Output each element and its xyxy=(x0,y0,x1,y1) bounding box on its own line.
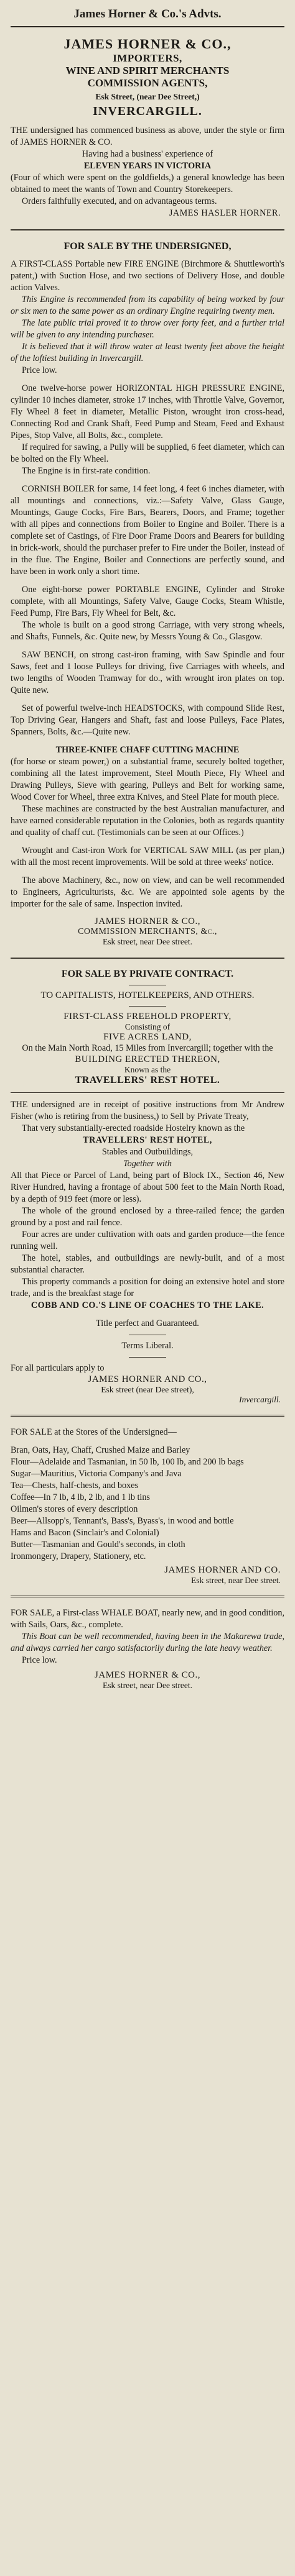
together-with-line: Together with xyxy=(123,1159,172,1169)
goods-list xyxy=(11,1445,284,1563)
stores-intro: FOR SALE at the Stores of the Undersigned— xyxy=(11,1427,177,1437)
firm-town: INVERCARGILL. xyxy=(93,104,202,118)
horizontal-engine-paragraph: One twelve-horse power HORIZONTAL HIGH PRESSURE ENGINE, cylinder 10 inches diameter, stroke 17 inches, with Throttle Valve, Governor, Fly Wheel 8 feet in diameter, Metallic Piston, wrought iron cross-head, Connecting Rod and Crank Shaft, Feed Pump and Steam, Feed and Exhaust Pipes, Stop Valve, all Bolts, &c., complete. xyxy=(11,383,284,441)
divider xyxy=(11,1092,284,1093)
newspaper-column xyxy=(11,0,284,1693)
public-trial-paragraph: The late public trial proved it to throw over forty feet, and a further trial will be given to any intending purchaser. xyxy=(11,318,284,340)
chaff-cutter-title: THREE-KNIFE CHAFF CUTTING MACHINE xyxy=(55,745,240,755)
instructions-paragraph: THE undersigned are in receipt of positive instructions from Mr Andrew Fisher (who is retiring from the business,) to Sell by Private Treaty, xyxy=(11,1100,284,1121)
particulars-line: For all particulars apply to xyxy=(11,1363,105,1373)
signature-role: COMMISSION MERCHANTS, &c., xyxy=(78,927,217,936)
property-heading: FIRST-CLASS FREEHOLD PROPERTY, xyxy=(63,1012,232,1021)
hotel-name-repeat: TRAVELLERS' REST HOTEL, xyxy=(83,1135,212,1145)
stores-sale-ad xyxy=(11,1424,284,1588)
machinery-sale-ad xyxy=(11,239,284,949)
engine-capability-paragraph: This Engine is recommended from its capability of being worked by four or six men to the same power as an ordinary Engine requiring twenty men. xyxy=(11,295,284,316)
machinery-view-paragraph: The above Machinery, &c., now on view, and can be well recommended to Engineers, Agriculturists, &c. We are appointed sole agents by the importer for the sale of same. Inspection invited. xyxy=(11,875,284,909)
property-consisting: Consisting of xyxy=(124,1022,171,1031)
hotel-sale-ad xyxy=(11,966,284,1407)
price-line: Price low. xyxy=(22,365,57,375)
firm-announcement xyxy=(11,27,284,222)
whale-boat-ad xyxy=(11,1605,284,1693)
position-paragraph: This property commands a position for doing an extensive hotel and store trade, and is the breakfast stage for xyxy=(11,1277,284,1299)
list-item: Beer—Allsopp's, Tennant's, Bass's, Byass's, in wood and bottle xyxy=(11,1516,234,1526)
title-line: Title perfect and Guaranteed. xyxy=(96,1318,199,1328)
fire-engine-paragraph: A FIRST-CLASS Portable new FIRE ENGINE (Birchmore & Shuttleworth's patent,) with Suction Hose, and two sections of Delivery Hose, and double action Valves. xyxy=(11,259,284,293)
saw-bench-paragraph: SAW BENCH, on strong cast-iron framing, with Saw Spindle and four Saws, feet and 1 loose Pulleys for driving, five Carriages with wheels, and two lengths of Wooden Tramway for do., with wrought iron plates on top. Quite new. xyxy=(11,650,284,695)
divider xyxy=(11,229,284,231)
signature-firm: JAMES HORNER & CO., xyxy=(95,916,200,926)
ad-title: FOR SALE BY THE UNDERSIGNED, xyxy=(63,241,232,252)
signature-firm: JAMES HORNER AND CO. xyxy=(164,1565,281,1575)
property-acres: FIVE ACRES LAND, xyxy=(103,1032,192,1042)
experience-years: ELEVEN YEARS IN VICTORIA xyxy=(83,161,212,171)
coaches-line: COBB AND CO.'S LINE OF COACHES TO THE LAKE. xyxy=(30,1300,265,1310)
orders-paragraph: Orders faithfully executed, and on advantageous terms. xyxy=(22,196,217,206)
short-rule xyxy=(129,1357,166,1358)
firm-line-agents: COMMISSION AGENTS, xyxy=(87,77,208,89)
list-item: Hams and Bacon (Sinclair's and Colonial) xyxy=(11,1528,159,1538)
divider xyxy=(11,957,284,959)
hostelry-paragraph: That very substantially-erected roadside Hostelry known as the xyxy=(22,1123,245,1133)
signature-firm: JAMES HORNER AND CO., xyxy=(88,1374,207,1384)
firm-name: JAMES HORNER & CO., xyxy=(63,36,232,52)
height-paragraph: It is believed that it will throw water at least twenty feet above the height of the loftiest building in Invercargill. xyxy=(11,342,284,363)
ad-title: FOR SALE BY PRIVATE CONTRACT. xyxy=(61,969,234,979)
list-item: Sugar—Mauritius, Victoria Company's and Java xyxy=(11,1469,182,1479)
announcement-paragraph: THE undersigned has commenced business as above, under the style or firm of JAMES HORNER & CO. xyxy=(11,126,284,147)
signature-address: Esk street, near Dee street. xyxy=(103,1681,192,1690)
cultivation-paragraph: Four acres are under cultivation with oats and garden produce—the fence running well. xyxy=(11,1230,284,1251)
saw-mill-paragraph: Wrought and Cast-iron Work for VERTICAL SAW MILL (as per plan,) with all the most recent improvements. Will be sold at three weeks' notice. xyxy=(11,846,284,867)
firm-line-importers: IMPORTERS, xyxy=(113,52,182,64)
land-parcel-paragraph: All that Piece or Parcel of Land, being part of Block IX., Section 46, New River Hundred, having a frontage of about 500 feet to the Main North Road, by a depth of 919 feet (more or less). xyxy=(11,1171,284,1204)
stables-line: Stables and Outbuildings, xyxy=(101,1147,194,1157)
boat-recommendation-paragraph: This Boat can be well recommended, having been in the Makarewa trade, and always carried her cargo satisfactorily during the late heavy weather. xyxy=(11,1632,284,1653)
column-heading: James Horner & Co.'s Advts. xyxy=(11,4,284,27)
signature-address: Esk street (near Dee street), xyxy=(101,1385,194,1394)
terms-line: Terms Liberal. xyxy=(121,1341,174,1351)
fence-paragraph: The whole of the ground enclosed by a three-railed fence; the garden ground by a post and rail fence. xyxy=(11,1206,284,1228)
property-known-as: Known as the xyxy=(124,1065,171,1074)
ad-subtitle: TO CAPITALISTS, HOTELKEEPERS, AND OTHERS. xyxy=(40,990,255,1000)
list-item: Ironmongery, Drapery, Stationery, etc. xyxy=(11,1551,146,1561)
firm-address: Esk Street, (near Dee Street,) xyxy=(95,92,200,101)
experience-line: Having had a business' experience of xyxy=(82,149,213,159)
price-line: Price low. xyxy=(22,1655,57,1665)
divider xyxy=(11,1415,284,1417)
firm-line-merchants: WINE AND SPIRIT MERCHANTS xyxy=(65,65,230,76)
list-item: Flour—Adelaide and Tasmanian, in 50 lb, 100 lb, and 200 lb bags xyxy=(11,1457,244,1467)
list-item: Butter—Tasmanian and Gould's seconds, in cloth xyxy=(11,1540,185,1550)
short-rule xyxy=(129,1006,166,1007)
goldfields-paragraph: (Four of which were spent on the goldfields,) a general knowledge has been obtained to meet the wants of Town and Country Storekeepers. xyxy=(11,173,284,194)
signature-town: Invercargill. xyxy=(239,1395,281,1404)
manufacturer-paragraph: These machines are constructed by the best Australian manufacturer, and have earned considerable reputation in the Colonies, both as regards quantity and quality of chaff cut. (Testimonials can be seen at our Offices.) xyxy=(11,804,284,838)
cornish-boiler-paragraph: CORNISH BOILER for same, 14 feet long, 4 feet 6 inches diameter, with all mountings and connections, viz.:—Safety Valve, Glass Gauge, Mountings, Gauge Cocks, Fire Bars, Bearers, Doors, and Frame; together with all pipes and connections from Boiler to Engine and Boiler. There is a complete set of Castings, of Fire Door Frame Doors and Bearers for building in brick-work, should the purchaser prefer to Fire under the Boiler, instead of in the flue. The Engine, Boiler and Connections are perfectly sound, and have been in work only a short time. xyxy=(11,484,284,577)
list-item: Coffee—In 7 lb, 4 lb, 2 lb, and 1 lb tins xyxy=(11,1492,150,1502)
signature-firm: JAMES HORNER & CO., xyxy=(95,1670,200,1680)
condition-line: The Engine is in first-rate condition. xyxy=(22,466,151,476)
carriage-paragraph: The whole is built on a good strong Carriage, with very strong wheels, and Shafts, Funnels, &c. Quite new, by Messrs Young & Co., Glasgow. xyxy=(11,620,284,642)
headstocks-paragraph: Set of powerful twelve-inch HEADSTOCKS, with compound Slide Rest, Top Driving Gear, Hangers and Shaft, fast and loose Pulleys, Face Plates, Spanners, Bolts, &c.—Quite new. xyxy=(11,703,284,737)
property-hotel-name: TRAVELLERS' REST HOTEL. xyxy=(75,1075,220,1085)
signature-address: Esk street, near Dee street. xyxy=(103,937,192,946)
signature-address: Esk street, near Dee street. xyxy=(191,1576,281,1585)
chaff-cutter-paragraph: (for horse or steam power,) on a substantial frame, securely bolted together, combining all the latest improvement, Steel Mouth Piece, Fly Wheel and Drawing Pulleys, Sieve with gearing, Pulleys and Belt for working same, Wood Cover for Wheel, three extra Knives, and Steel Plate for mouth piece. xyxy=(11,757,284,802)
divider xyxy=(11,1596,284,1597)
signature: JAMES HASLER HORNER. xyxy=(169,208,281,218)
list-item: Tea—Chests, half-chests, and boxes xyxy=(11,1481,139,1491)
pulley-paragraph: If required for sawing, a Pully will be supplied, 6 feet diameter, which can be bolted on the Fly Wheel. xyxy=(11,442,284,464)
whale-boat-paragraph: FOR SALE, a First-class WHALE BOAT, nearly new, and in good condition, with Sails, Oars, &c., complete. xyxy=(11,1608,284,1630)
property-location: On the Main North Road, 15 Miles from Invercargill; together with the xyxy=(22,1043,273,1053)
list-item: Oilmen's stores of every description xyxy=(11,1504,138,1514)
list-item: Bran, Oats, Hay, Chaff, Crushed Maize and Barley xyxy=(11,1445,190,1455)
portable-engine-paragraph: One eight-horse power PORTABLE ENGINE, Cylinder and Stroke complete, with all Mountings, Safety Valve, Gauge Cocks, Steam Whistle, Feed Pump, Fire Bars, Fly Wheel for Belt, &c. xyxy=(11,585,284,618)
property-building: BUILDING ERECTED THEREON, xyxy=(75,1054,220,1064)
buildings-paragraph: The hotel, stables, and outbuildings are newly-built, and of a most substantial character. xyxy=(11,1253,284,1275)
